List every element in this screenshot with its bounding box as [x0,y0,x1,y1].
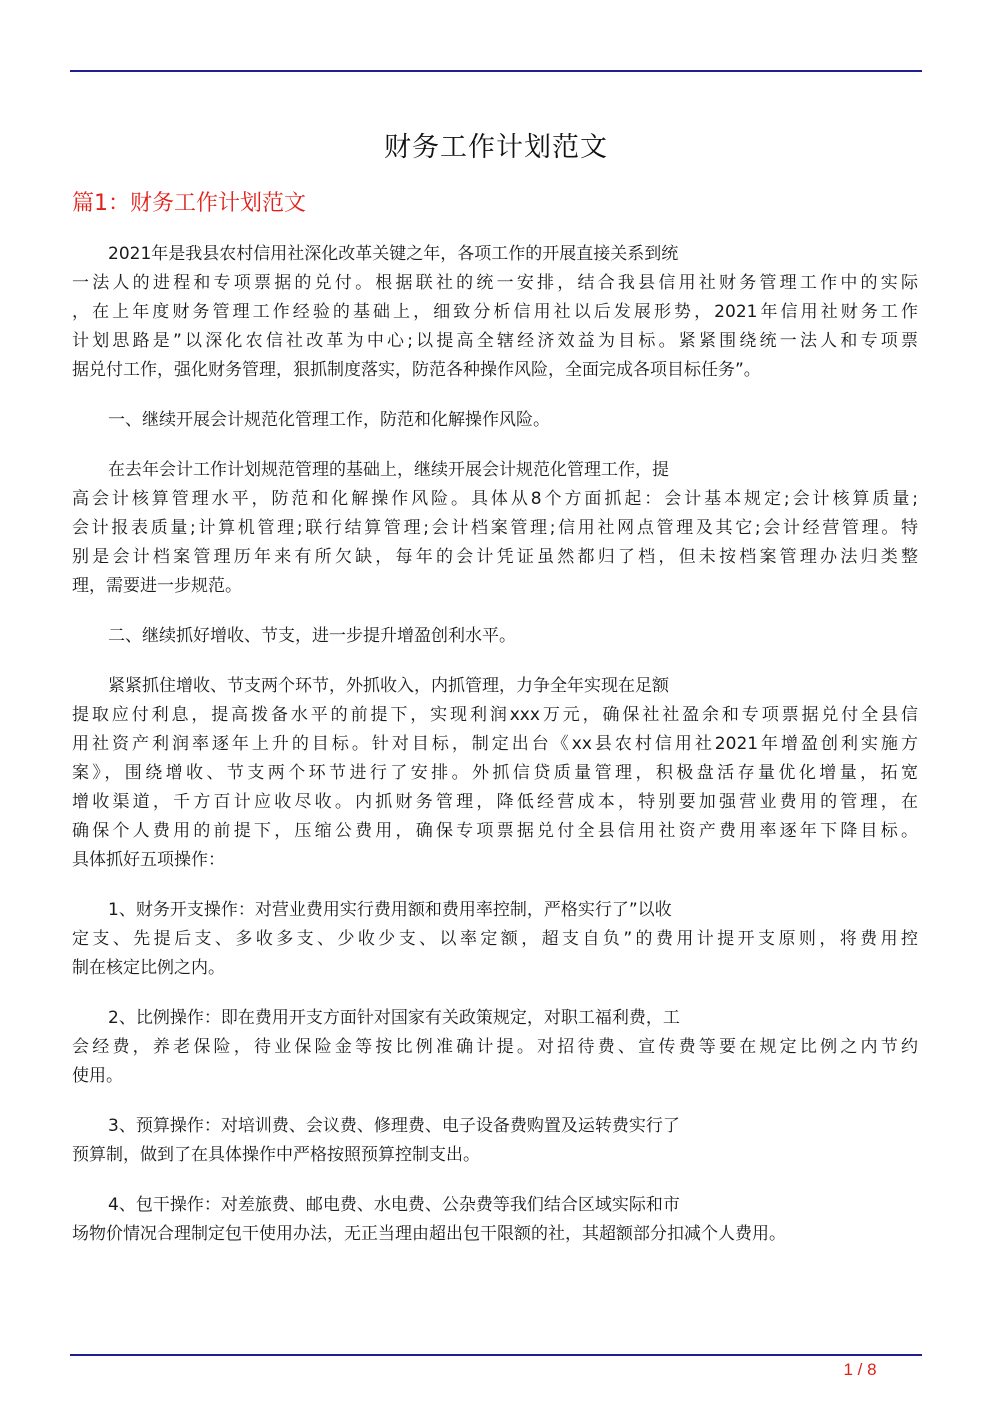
paragraph-line: 据兑付工作，强化财务管理，狠抓制度落实，防范各种操作风险，全面完成各项目标任务”。 [72,360,761,380]
header-rule [70,70,922,72]
paragraph-line: 使用。 [72,1066,123,1086]
paragraph-line: 用社资产利润率逐年上升的目标。针对目标，制定出台《xx县农村信用社2021年增盈创利实施方 [72,734,918,754]
paragraph-line: 一、继续开展会计规范化管理工作，防范和化解操作风险。 [108,410,550,430]
page-number: 1 / 8 [843,1360,877,1379]
paragraph [72,896,918,983]
paragraph-line: 1、财务开支操作：对营业费用实行费用额和费用率控制，严格实行了”以收 [108,900,672,920]
paragraph-line: 制在核定比例之内。 [72,958,225,978]
paragraph-line: 会经费，养老保险，待业保险金等按比例准确计提。对招待费、宣传费等要在规定比例之内节约 [72,1037,918,1057]
paragraph-line: 案》，围绕增收、节支两个环节进行了安排。外抓信贷质量管理，积极盘活存量优化增量，拓宽 [72,763,918,783]
paragraph [72,1112,918,1170]
paragraph [72,406,918,435]
paragraph-line: 会计报表质量;计算机管理;联行结算管理;会计档案管理;信用社网点管理及其它;会计经营管理。特 [72,518,918,538]
footer-rule [70,1354,922,1356]
paragraph [72,672,918,875]
paragraph-line: 理，需要进一步规范。 [72,576,242,596]
paragraph-line: 具体抓好五项操作： [72,850,225,870]
paragraph-line: ，在上年度财务管理工作经验的基础上，细致分析信用社以后发展形势，2021年信用社财务工作 [72,302,918,322]
paragraph-line: 定支、先提后支、多收多支、少收少支、以率定额，超支自负”的费用计提开支原则，将费用控 [72,929,918,949]
paragraph-line: 二、继续抓好增收、节支，进一步提升增盈创利水平。 [108,626,516,646]
paragraph [72,622,918,651]
paragraph-line: 紧紧抓住增收、节支两个环节，外抓收入，内抓管理，力争全年实现在足额 [108,676,669,696]
paragraph-line: 增收渠道，千方百计应收尽收。内抓财务管理，降低经营成本，特别要加强营业费用的管理，在 [72,792,918,812]
paragraph-line: 确保个人费用的前提下，压缩公费用，确保专项票据兑付全县信用社资产费用率逐年下降目标。 [72,821,918,841]
paragraph-line: 场物价情况合理制定包干使用办法，无正当理由超出包干限额的社，其超额部分扣减个人费用。 [72,1224,786,1244]
paragraph-line: 高会计核算管理水平，防范和化解操作风险。具体从8个方面抓起：会计基本规定;会计核算质量; [72,489,918,509]
document-body [72,240,918,1270]
paragraph-line: 3、预算操作：对培训费、会议费、修理费、电子设备费购置及运转费实行了 [108,1116,680,1136]
document-title: 财务工作计划范文 [384,132,608,163]
paragraph-line: 预算制，做到了在具体操作中严格按照预算控制支出。 [72,1145,480,1165]
paragraph-line: 一法人的进程和专项票据的兑付。根据联社的统一安排，结合我县信用社财务管理工作中的实际 [72,273,918,293]
paragraph-line: 计划思路是”以深化农信社改革为中心;以提高全辖经济效益为目标。紧紧围绕统一法人和专项票 [72,331,918,351]
paragraph-line: 4、包干操作：对差旅费、邮电费、水电费、公杂费等我们结合区域实际和市 [108,1195,680,1215]
paragraph-line: 别是会计档案管理历年来有所欠缺，每年的会计凭证虽然都归了档，但未按档案管理办法归类整 [72,547,918,567]
paragraph [72,456,918,601]
paragraph [72,1191,918,1249]
paragraph-line: 提取应付利息，提高拨备水平的前提下，实现利润xxx万元，确保社社盈余和专项票据兑付全县信 [72,705,918,725]
paragraph [72,1004,918,1091]
paragraph-line: 在去年会计工作计划规范管理的基础上，继续开展会计规范化管理工作，提 [108,460,669,480]
paragraph [72,240,918,385]
paragraph-line: 2021年是我县农村信用社深化改革关键之年，各项工作的开展直接关系到统 [108,244,679,264]
section-heading: 篇1：财务工作计划范文 [72,191,306,216]
paragraph-line: 2、比例操作：即在费用开支方面针对国家有关政策规定，对职工福利费，工 [108,1008,680,1028]
